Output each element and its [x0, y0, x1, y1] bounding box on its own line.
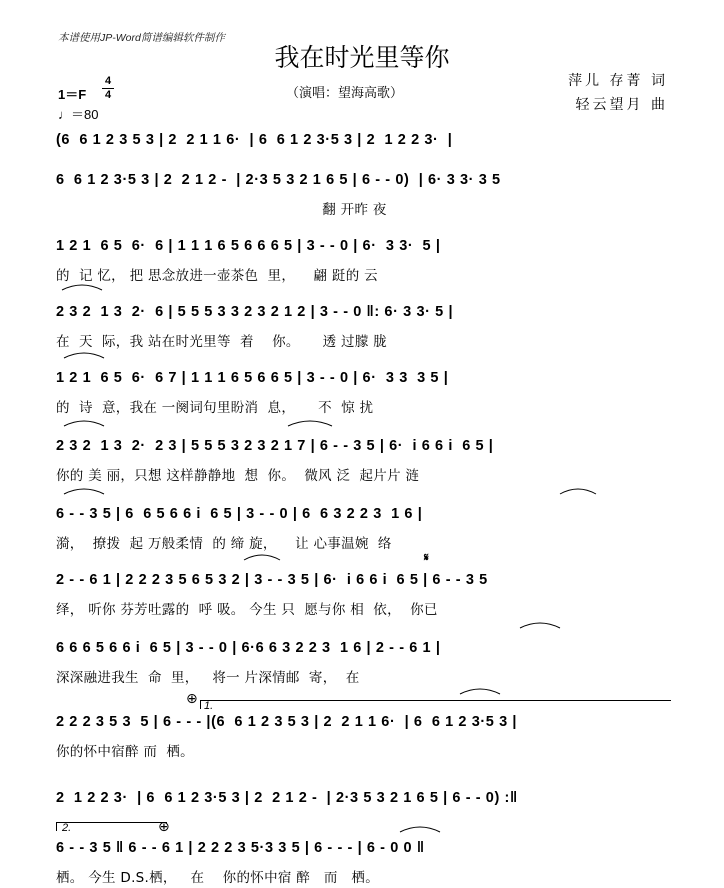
slur	[64, 489, 104, 494]
lyrics-line-10: 你的怀中宿醉 而 栖。	[56, 744, 194, 760]
notation-line-6: 2 3 2 1 3 2· 2 3 | 5 5 5 3 2 3 2 1 7 | 6 - - 3 5 | 6· i 6 6 i 6 5 |	[56, 438, 494, 454]
slur	[400, 827, 440, 832]
slur	[520, 623, 560, 628]
notation-line-10: 2 2 2 3 5 3 5 | 6 - - - |(6 6 1 2 3 5 3 | 2 2 1 1 6· | 6 6 1 2 3·5 3 |	[56, 714, 518, 730]
notation-line-9: 6 6 6 5 6 6 i 6 5 | 3 - - 0 | 6·6 6 3 2 2 3 1 6 | 2 - - 6 1 |	[56, 640, 441, 656]
notation-line-8: 2 - - 6 1 | 2 2 2 3 5 6 5 3 2 | 3 - - 3 5 | 6· i 6 6 i 6 5 | 6 - - 3 5	[56, 572, 488, 588]
tempo-marking: ♩＝80	[58, 107, 99, 122]
lyrics-line-9: 深深融进我生 命 里， 将一 片深情邮 寄， 在	[56, 670, 360, 686]
slur	[244, 555, 280, 560]
notation-line-12: 6 - - 3 5 ‖ 6 - - 6 1 | 2 2 2 3 5·3 3 5 | 6 - - - | 6 - 0 0 ‖	[56, 840, 425, 856]
composer-credit: 轻云望月 曲	[575, 97, 668, 113]
slur	[460, 689, 500, 694]
notation-line-2: 6 6 1 2 3·5 3 | 2 2 1 2 - | 2·3 5 3 2 1 6 5 | 6 - - 0) | 6· 3 3· 3 5	[56, 172, 501, 188]
lyrics-line-12: 栖。 今生 D.S.栖， 在 你的怀中宿 醉 而 栖。	[56, 870, 380, 886]
lyrics-line-3: 的 记 忆， 把 思念放进一壶茶色 里， 翩 跹的 云	[56, 268, 378, 284]
singer-credit: （演唱：望海高歌）	[286, 86, 404, 101]
software-credit: 本谱使用JP-Word简谱编辑软件制作	[58, 32, 225, 44]
meter-top: 4	[104, 75, 112, 87]
lyrics-line-7: 漪， 撩拨 起 万般柔情 的 缔 旋， 让 心事温婉 络	[56, 536, 392, 552]
slur	[62, 285, 102, 290]
slur	[560, 489, 596, 494]
lyrics-line-2: 翻 开昨 夜	[56, 202, 387, 218]
second-ending-number: 2.	[62, 822, 72, 834]
notation-line-7: 6 - - 3 5 | 6 6 5 6 6 i 6 5 | 3 - - 0 | 6 6 3 2 2 3 1 6 |	[56, 506, 423, 522]
lyrics-line-8: 绎， 听你 芬芳吐露的 呼 吸。 今生 只 愿与你 相 依， 你已	[56, 602, 438, 618]
slur	[288, 421, 332, 426]
coda-sign-1: ⊕	[186, 690, 198, 706]
lyrics-line-6: 你的 美 丽，只想 这样静静地 想 你。 微风 泛 起片片 涟	[56, 468, 420, 484]
lyrics-line-4: 在 天 际，我 站在时光里等 着 你。 透 过朦 胧	[56, 334, 388, 350]
song-title: 我在时光里等你	[274, 43, 450, 72]
key-signature: 1＝F	[58, 87, 87, 102]
notation-line-1: (6 6 1 2 3 5 3 | 2 2 1 1 6· | 6 6 1 2 3·5 3 | 2 1 2 2 3· |	[56, 132, 453, 148]
slur	[64, 421, 104, 426]
notation-line-3: 1 2 1 6 5 6· 6 | 1 1 1 6 5 6 6 6 5 | 3 - - 0 | 6· 3 3· 5 |	[56, 238, 441, 254]
meter-bottom: 4	[104, 89, 112, 101]
notation-line-4: 2 3 2 1 3 2· 6 | 5 5 5 3 3 2 3 2 1 2 | 3 - - 0 ‖: 6· 3 3· 5 |	[56, 304, 454, 320]
first-ending-number: 1.	[204, 700, 214, 712]
coda-sign-2: ⊕	[158, 818, 170, 834]
segno-sign: 𝄋	[424, 552, 429, 564]
lyrics-line-5: 的 诗 意，我在 一阕词句里盼消 息， 不 惊 扰	[56, 400, 374, 416]
lyricist-credit: 萍儿 存菁 词	[568, 73, 668, 89]
notation-line-11: 2 1 2 2 3· | 6 6 1 2 3·5 3 | 2 2 1 2 - | 2·3 5 3 2 1 6 5 | 6 - - 0) :‖	[56, 790, 518, 806]
notation-line-5: 1 2 1 6 5 6· 6 7 | 1 1 1 6 5 6 6 5 | 3 - - 0 | 6· 3 3 3 5 |	[56, 370, 449, 386]
slur	[64, 353, 104, 358]
